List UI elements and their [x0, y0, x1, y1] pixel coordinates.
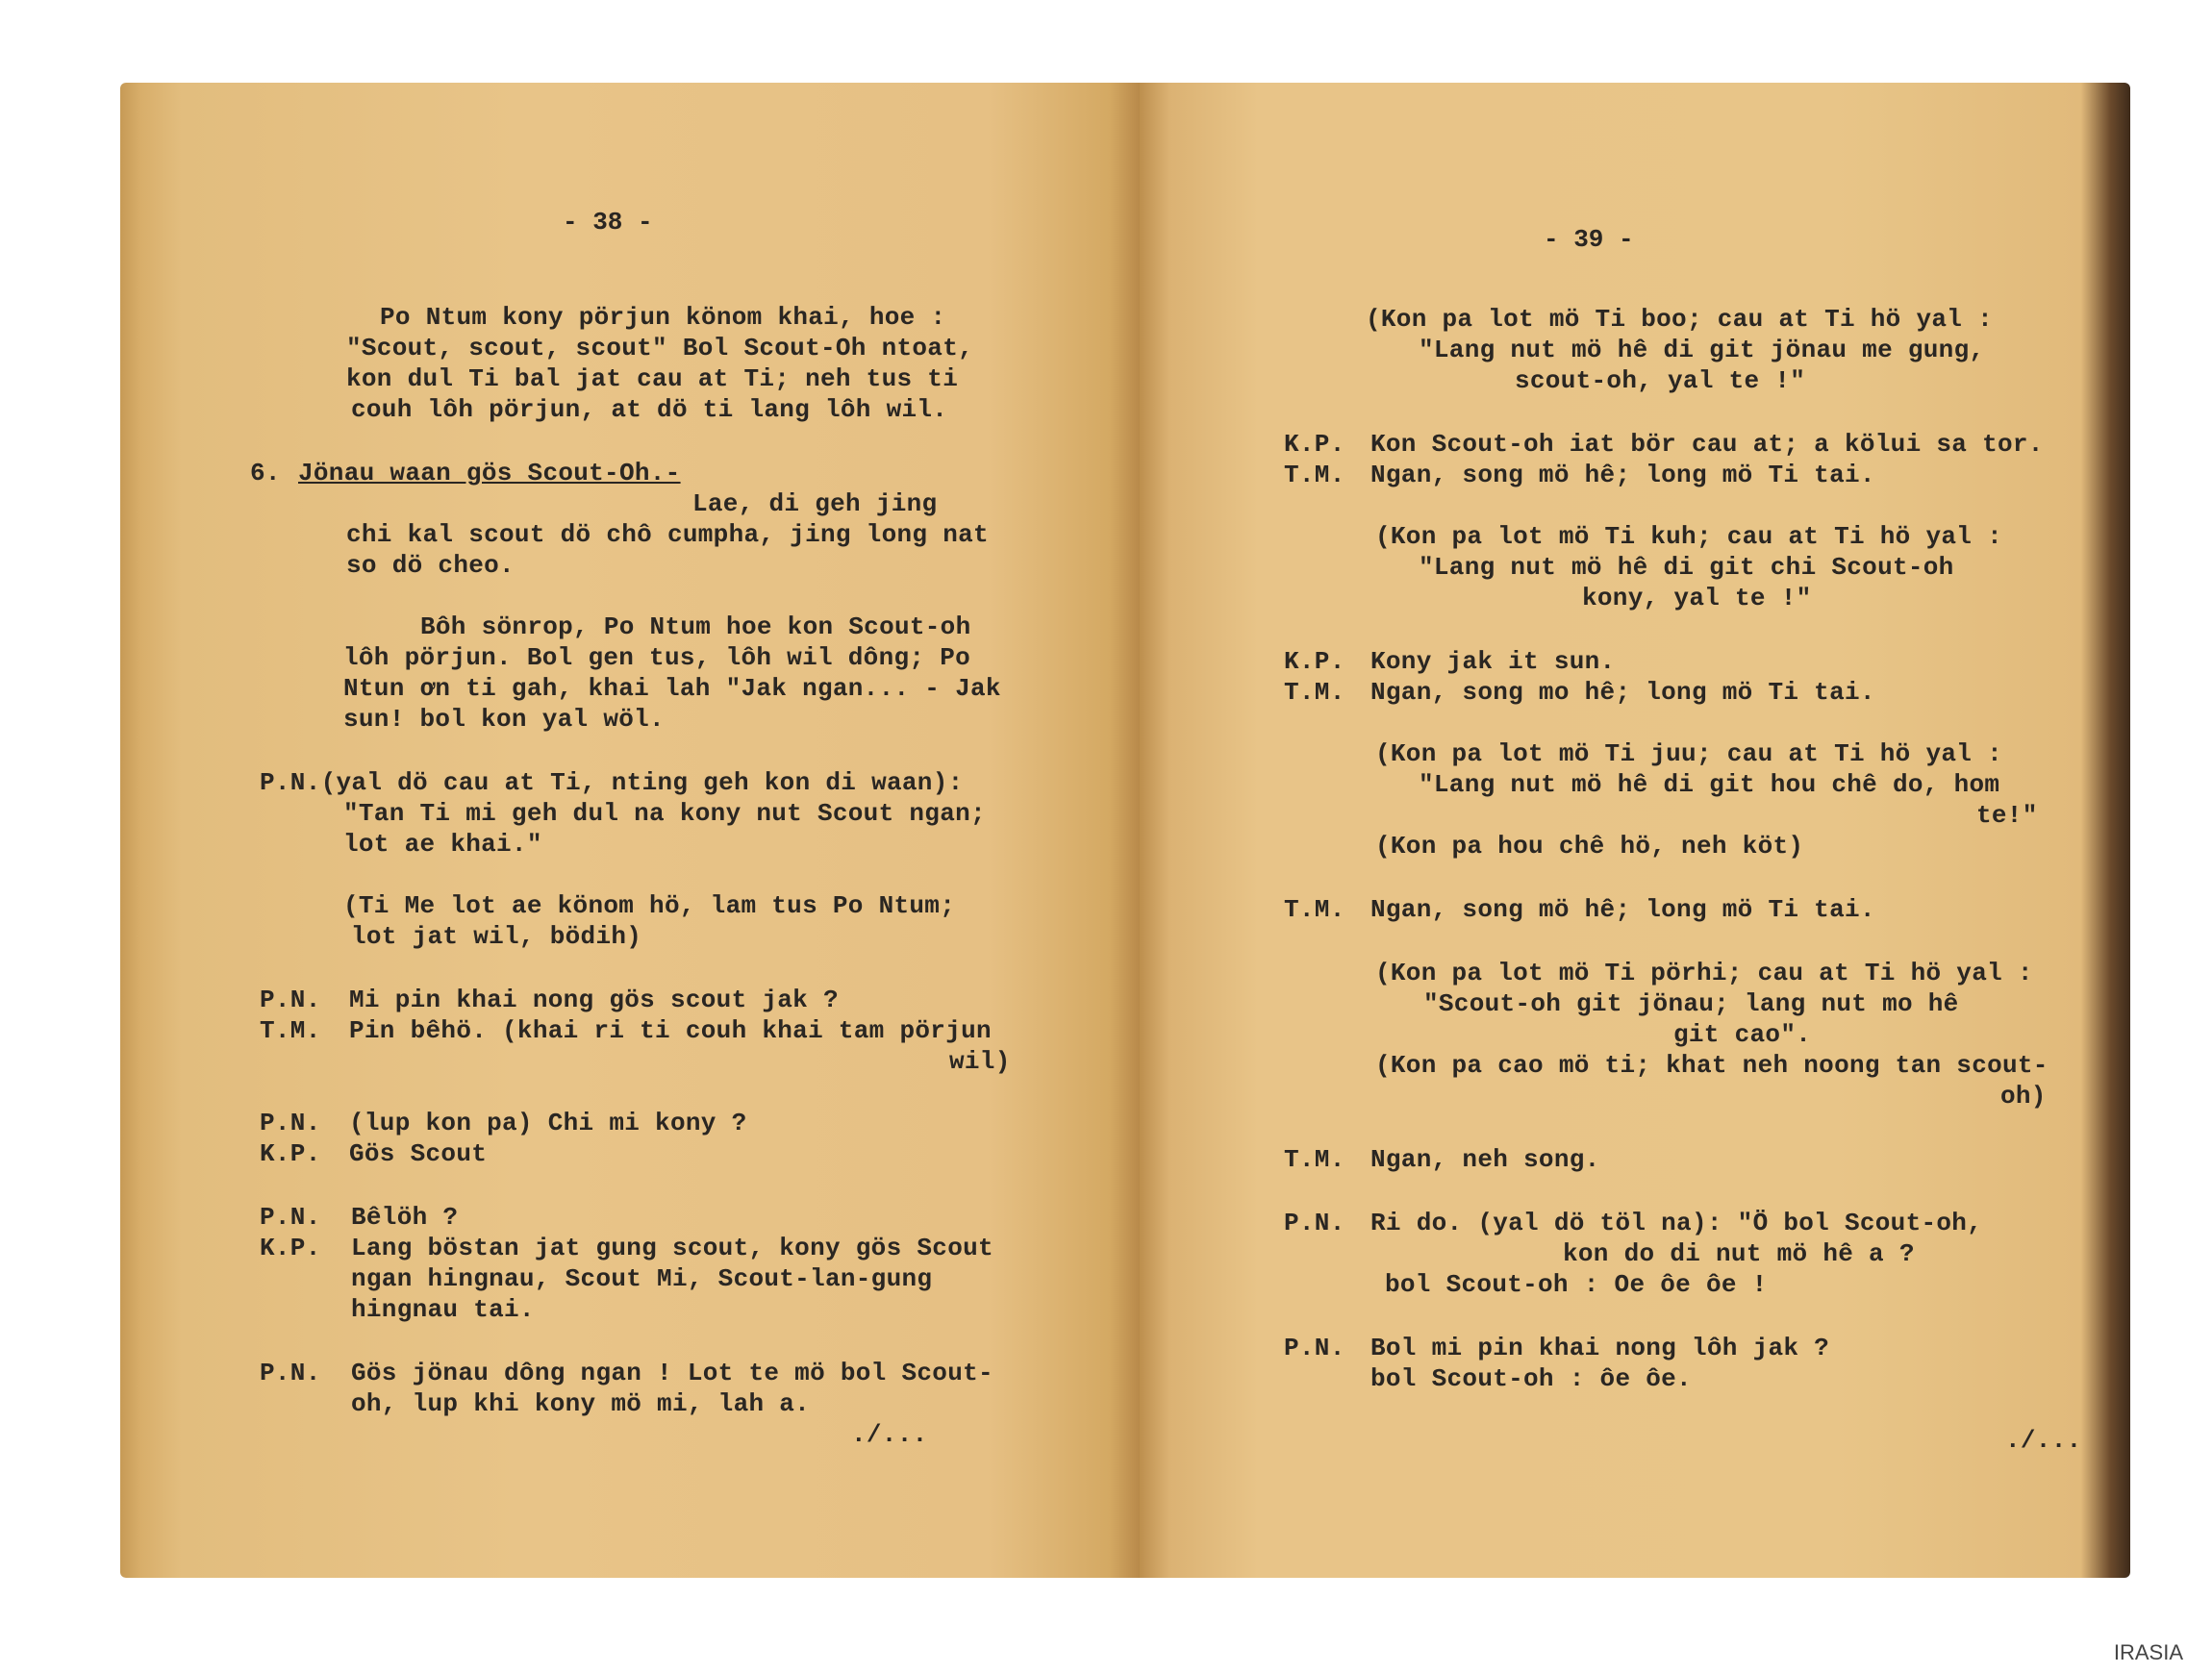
- page-number: - 38 -: [563, 208, 653, 237]
- text-line: (Kon pa lot mö Ti juu; cau at Ti hö yal :: [1375, 739, 2003, 768]
- speaker-label: P.N.: [260, 1359, 321, 1387]
- text-line: "Lang nut mö hê di git chi Scout-oh: [1419, 553, 1954, 582]
- text-line: oh, lup khi kony mö mi, lah a.: [351, 1389, 811, 1418]
- text-line: lôh pörjun. Bol gen tus, lôh wil dông; Po: [343, 643, 971, 672]
- speaker-label: T.M.: [1284, 895, 1345, 924]
- watermark: IRASIA: [2113, 1640, 2183, 1664]
- speaker-label: P.N.: [260, 1109, 321, 1137]
- speaker-label: K.P.: [260, 1234, 321, 1262]
- text-line: wil): [949, 1047, 1011, 1076]
- text-line: Pin bêhö. (khai ri ti couh khai tam pörjun: [349, 1016, 992, 1045]
- text-line: (lup kon pa) Chi mi kony ?: [349, 1109, 747, 1137]
- text-line: Ngan, neh song.: [1370, 1145, 1600, 1174]
- speaker-label: K.P.: [260, 1139, 321, 1168]
- text-line: Lae, di geh jing: [692, 489, 938, 518]
- text-line: Ntun ơn ti gah, khai lah "Jak ngan... - Jak: [343, 674, 1001, 703]
- text-line: bol Scout-oh : Oe ôe ôe !: [1385, 1270, 1768, 1299]
- text-line: Mi pin khai nong gös scout jak ?: [349, 986, 839, 1014]
- section-heading: Jönau waan gös Scout-Oh.-: [298, 459, 681, 487]
- text-line: Kon Scout-oh iat bör cau at; a kölui sa tor.: [1370, 430, 2044, 459]
- section-number: 6.: [250, 459, 281, 487]
- text-line: lot jat wil, bödih): [351, 922, 642, 951]
- speaker-label: K.P.: [1284, 430, 1345, 459]
- text-line: Ngan, song mö hê; long mö Ti tai.: [1370, 895, 1875, 924]
- text-line: couh lôh pörjun, at dö ti lang lôh wil.: [351, 395, 948, 424]
- text-line: Ri do. (yal dö töl na): "Ö bol Scout-oh,: [1370, 1209, 1983, 1237]
- continuation-mark: ./...: [2005, 1426, 2082, 1455]
- text-line: (Ti Me lot ae könom hö, lam tus Po Ntum;: [343, 891, 956, 920]
- speaker-label: T.M.: [1284, 678, 1345, 707]
- continuation-mark: ./...: [851, 1420, 928, 1449]
- speaker-label: P.N.: [260, 986, 321, 1014]
- text-line: "Scout, scout, scout" Bol Scout-Oh ntoat,: [346, 334, 974, 362]
- text-line: (Kon pa lot mö Ti pörhi; cau at Ti hö yal :: [1375, 959, 2033, 987]
- open-book: [120, 83, 2130, 1578]
- text-line: (Kon pa hou chê hö, neh köt): [1375, 832, 1804, 861]
- speaker-label: T.M.: [1284, 461, 1345, 489]
- text-line: oh): [2000, 1082, 2047, 1111]
- text-line: Ngan, song mo hê; long mö Ti tai.: [1370, 678, 1875, 707]
- text-line: P.N.(yal dö cau at Ti, nting geh kon di waan):: [260, 768, 964, 797]
- text-line: so dö cheo.: [346, 551, 515, 580]
- text-line: "Scout-oh git jönau; lang nut mo hê: [1423, 989, 1959, 1018]
- text-line: scout-oh, yal te !": [1515, 366, 1806, 395]
- speaker-label: T.M.: [1284, 1145, 1345, 1174]
- text-line: lot ae khai.": [343, 830, 542, 859]
- text-line: kon dul Ti bal jat cau at Ti; neh tus ti: [346, 364, 959, 393]
- text-line: Bôh sönrop, Po Ntum hoe kon Scout-oh: [420, 612, 971, 641]
- left-page: [120, 83, 1140, 1578]
- text-line: chi kal scout dö chô cumpha, jing long nat: [346, 520, 989, 549]
- text-line: Lang böstan jat gung scout, kony gös Scout: [351, 1234, 993, 1262]
- text-line: Kony jak it sun.: [1370, 647, 1616, 676]
- text-line: (Kon pa lot mö Ti boo; cau at Ti hö yal :: [1366, 305, 1994, 334]
- speaker-label: T.M.: [260, 1016, 321, 1045]
- text-line: te!": [1976, 801, 2038, 830]
- speaker-label: P.N.: [260, 1203, 321, 1232]
- text-line: sun! bol kon yal wöl.: [343, 705, 665, 734]
- text-line: Bol mi pin khai nong lôh jak ?: [1370, 1334, 1830, 1362]
- text-line: Gös jönau dông ngan ! Lot te mö bol Scout-: [351, 1359, 993, 1387]
- text-line: Po Ntum kony pörjun könom khai, hoe :: [380, 303, 946, 332]
- text-line: "Lang nut mö hê di git hou chê do, hom: [1419, 770, 2000, 799]
- text-line: Gös Scout: [349, 1139, 488, 1168]
- text-line: kony, yal te !": [1582, 584, 1812, 612]
- speaker-label: K.P.: [1284, 647, 1345, 676]
- text-line: Ngan, song mö hê; long mö Ti tai.: [1370, 461, 1875, 489]
- text-line: bol Scout-oh : ôe ôe.: [1370, 1364, 1692, 1393]
- text-line: Bêlöh ?: [351, 1203, 459, 1232]
- speaker-label: P.N.: [1284, 1334, 1345, 1362]
- text-line: "Lang nut mö hê di git jönau me gung,: [1419, 336, 1985, 364]
- text-line: ngan hingnau, Scout Mi, Scout-lan-gung: [351, 1264, 933, 1293]
- right-page: [1140, 83, 2130, 1578]
- text-line: hingnau tai.: [351, 1295, 535, 1324]
- text-line: (Kon pa cao mö ti; khat neh noong tan scout-: [1375, 1051, 2049, 1080]
- text-line: (Kon pa lot mö Ti kuh; cau at Ti hö yal :: [1375, 522, 2003, 551]
- page-number: - 39 -: [1544, 225, 1634, 254]
- text-line: git cao".: [1673, 1020, 1812, 1049]
- text-line: kon do di nut mö hê a ?: [1563, 1239, 1915, 1268]
- text-line: "Tan Ti mi geh dul na kony nut Scout ngan;: [343, 799, 986, 828]
- speaker-label: P.N.: [1284, 1209, 1345, 1237]
